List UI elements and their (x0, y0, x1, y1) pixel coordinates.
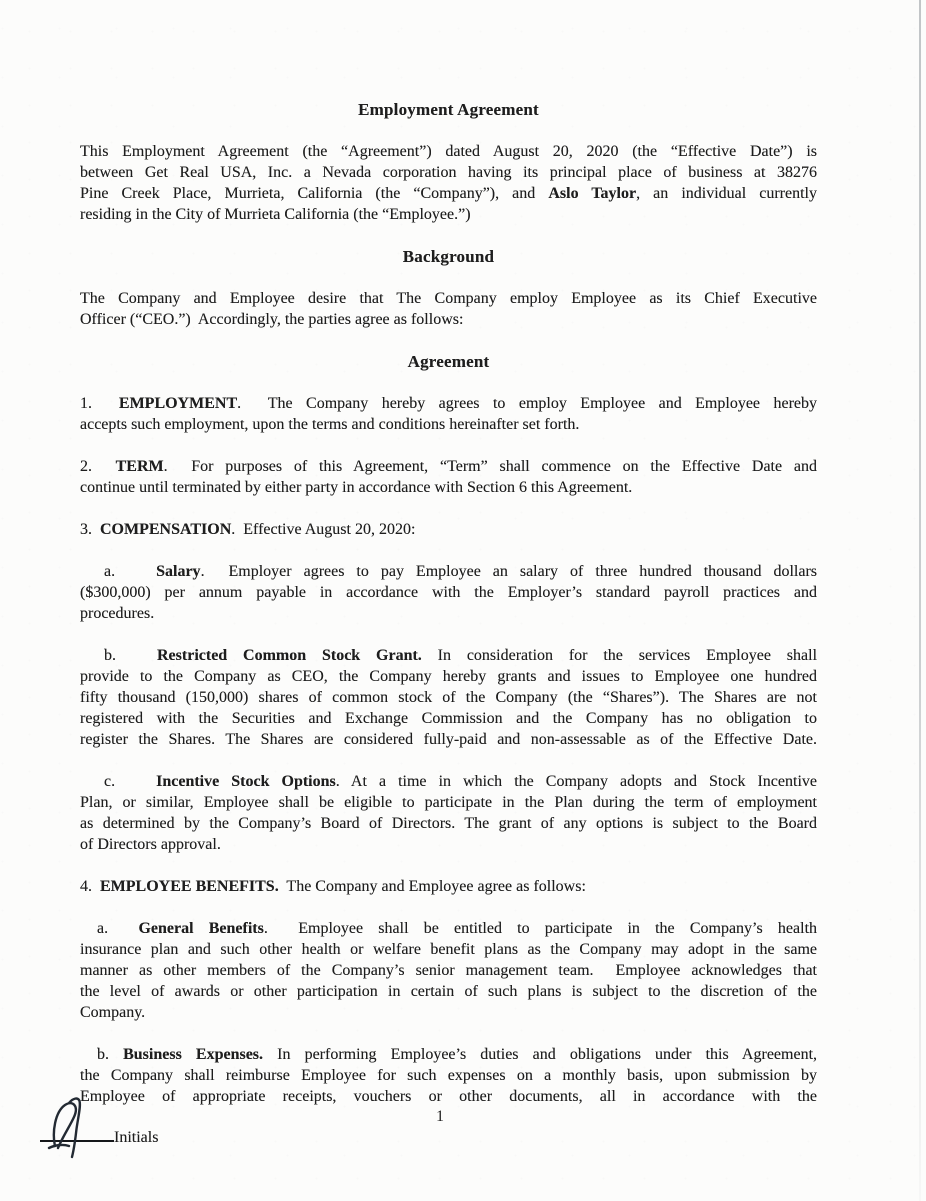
text-run: the level of awards or other participation in certain of such plans is subject to the discretion of the (80, 983, 817, 1000)
text-run: This Employment Agreement (the “Agreement”) dated August 20, 2020 (the “Effective Date”) is (80, 143, 817, 160)
text-run: provide to the Company as CEO, the Company hereby grants and issues to Employee one hundred (80, 668, 817, 685)
text-run: 4. (80, 878, 100, 895)
text-line (80, 414, 817, 435)
initials-label: Initials (114, 1129, 159, 1146)
paragraph (80, 288, 817, 330)
text-line (80, 666, 817, 687)
text-line (80, 834, 817, 855)
text-run: as determined by the Company’s Board of Directors. The grant of any options is subject to the Board (80, 815, 817, 832)
text-line (80, 792, 817, 813)
text-line (80, 960, 817, 981)
paragraph (80, 561, 817, 624)
bold-text: Business Expenses. (123, 1046, 264, 1063)
text-run: Pine Creek Place, Murrieta, California (the “Company”), and (80, 185, 549, 202)
text-run: ($300,000) per annum payable in accordance with the Employer’s standard payroll practices and (80, 584, 817, 601)
paragraph (80, 918, 817, 1023)
text-line (80, 708, 817, 729)
tab-space (116, 659, 157, 660)
text-run: b. (104, 647, 116, 664)
bold-text: COMPENSATION (100, 521, 232, 538)
text-line (80, 141, 817, 162)
text-line (80, 183, 817, 204)
text-run: The Company and Employee agree as follows: (278, 878, 586, 895)
page-title: Employment Agreement (358, 100, 539, 119)
text-run: 3. (80, 521, 100, 538)
text-run: a. (104, 563, 116, 580)
text-run: The Company and Employee desire that The Company employ Employee as its Chief Executive (80, 290, 817, 307)
text-run: In consideration for the services Employee shall (421, 647, 818, 664)
paragraph (80, 1044, 817, 1107)
text-line (80, 876, 817, 897)
text-run: procedures. (80, 605, 155, 622)
text-run: the Company shall reimburse Employee for such expenses on a monthly basis, upon submission by (80, 1067, 817, 1084)
bold-text: Salary (156, 563, 201, 580)
text-line (80, 1065, 817, 1086)
text-line (80, 1086, 817, 1107)
bold-text: EMPLOYEE BENEFITS. (100, 878, 279, 895)
text-run: . For purposes of this Agreement, “Term” shall commence on the Effective Date and (163, 458, 818, 475)
text-line (80, 645, 817, 666)
bold-text: Restricted Common Stock Grant. (157, 647, 422, 664)
text-line (80, 309, 817, 330)
bold-text: Aslo Taylor (548, 185, 637, 202)
text-line (80, 519, 817, 540)
text-line (80, 813, 817, 834)
text-run: , an individual currently (636, 185, 818, 202)
section-heading-agreement: Agreement (407, 352, 490, 371)
tab-space (80, 1058, 97, 1059)
text-run: fifty thousand (150,000) shares of common stock of the Company (the “Shares”). The Shares are not (80, 689, 817, 706)
text-line (80, 939, 817, 960)
tab-space (115, 785, 156, 786)
page-number: 1 (436, 1108, 444, 1125)
text-run: Officer (“CEO.”) Accordingly, the parties agree as follows: (80, 311, 464, 328)
paragraph (80, 456, 817, 498)
text-run: between Get Real USA, Inc. a Nevada corporation having its principal place of business at 38276 (80, 164, 817, 181)
tab-space (80, 659, 104, 660)
paragraph (80, 141, 817, 225)
text-run: continue until terminated by either party in accordance with Section 6 this Agreement. (80, 479, 633, 496)
bold-text: TERM (115, 458, 164, 475)
text-run: residing in the City of Murrieta California (the “Employee.”) (80, 206, 471, 223)
text-run: Plan, or similar, Employee shall be eligible to participate in the Plan during the term of employment (80, 794, 817, 811)
tab-space (115, 575, 156, 576)
text-run: registered with the Securities and Exchange Commission and the Company has no obligation to (80, 710, 817, 727)
text-line (80, 771, 817, 792)
text-run: register the Shares. The Shares are considered fully-paid and non-assessable as of the Effective Date. (80, 731, 817, 748)
handwritten-initials-icon (44, 1096, 116, 1160)
paragraph (80, 876, 817, 897)
text-line (80, 582, 817, 603)
text-line (80, 561, 817, 582)
tab-space (80, 575, 104, 576)
tab-space (80, 932, 97, 933)
bold-text: EMPLOYMENT (118, 395, 238, 412)
text-run: accepts such employment, upon the terms and conditions hereinafter set forth. (80, 416, 580, 433)
document-body (80, 99, 817, 1128)
scan-artifact-line (919, 0, 921, 1201)
paragraph (80, 519, 817, 540)
text-run: . Employer agrees to pay Employee an salary of three hundred thousand dollars (200, 563, 817, 580)
text-run: 1. (80, 395, 119, 412)
bold-text: General Benefits (138, 920, 264, 937)
text-line (80, 393, 817, 414)
paragraph (80, 645, 817, 750)
text-run: . Effective August 20, 2020: (231, 521, 416, 538)
text-line (80, 477, 817, 498)
text-line (80, 729, 817, 750)
text-run: Employee of appropriate receipts, vouchers or other documents, all in accordance with the (80, 1088, 817, 1105)
text-run: b. (97, 1046, 124, 1063)
text-run: . The Company hereby agrees to employ Employee and Employee hereby (237, 395, 818, 412)
text-line (80, 603, 817, 624)
text-run: Company. (80, 1004, 146, 1021)
text-line (80, 288, 817, 309)
text-run: In performing Employee’s duties and obligations under this Agreement, (263, 1046, 818, 1063)
text-line (80, 204, 817, 225)
text-line (80, 981, 817, 1002)
text-run: manner as other members of the Company’s senior management team. Employee acknowledges that (80, 962, 817, 979)
text-run: of Directors approval. (80, 836, 221, 853)
section-heading-background: Background (402, 247, 495, 266)
paragraph (80, 393, 817, 435)
text-run: . At a time in which the Company adopts and Stock Incentive (335, 773, 818, 790)
text-line (80, 687, 817, 708)
text-line (80, 456, 817, 477)
text-line (80, 918, 817, 939)
text-run: . Employee shall be entitled to participate in the Company’s health (263, 920, 818, 937)
paragraph (80, 771, 817, 855)
text-run: a. (97, 920, 139, 937)
text-run: c. (104, 773, 116, 790)
bold-text: Incentive Stock Options (156, 773, 336, 790)
text-line (80, 1002, 817, 1023)
text-run: insurance plan and such other health or welfare benefit plans as the Company may adopt in the same (80, 941, 817, 958)
text-run: 2. (80, 458, 116, 475)
text-line (80, 1044, 817, 1065)
tab-space (80, 785, 104, 786)
text-line (80, 162, 817, 183)
